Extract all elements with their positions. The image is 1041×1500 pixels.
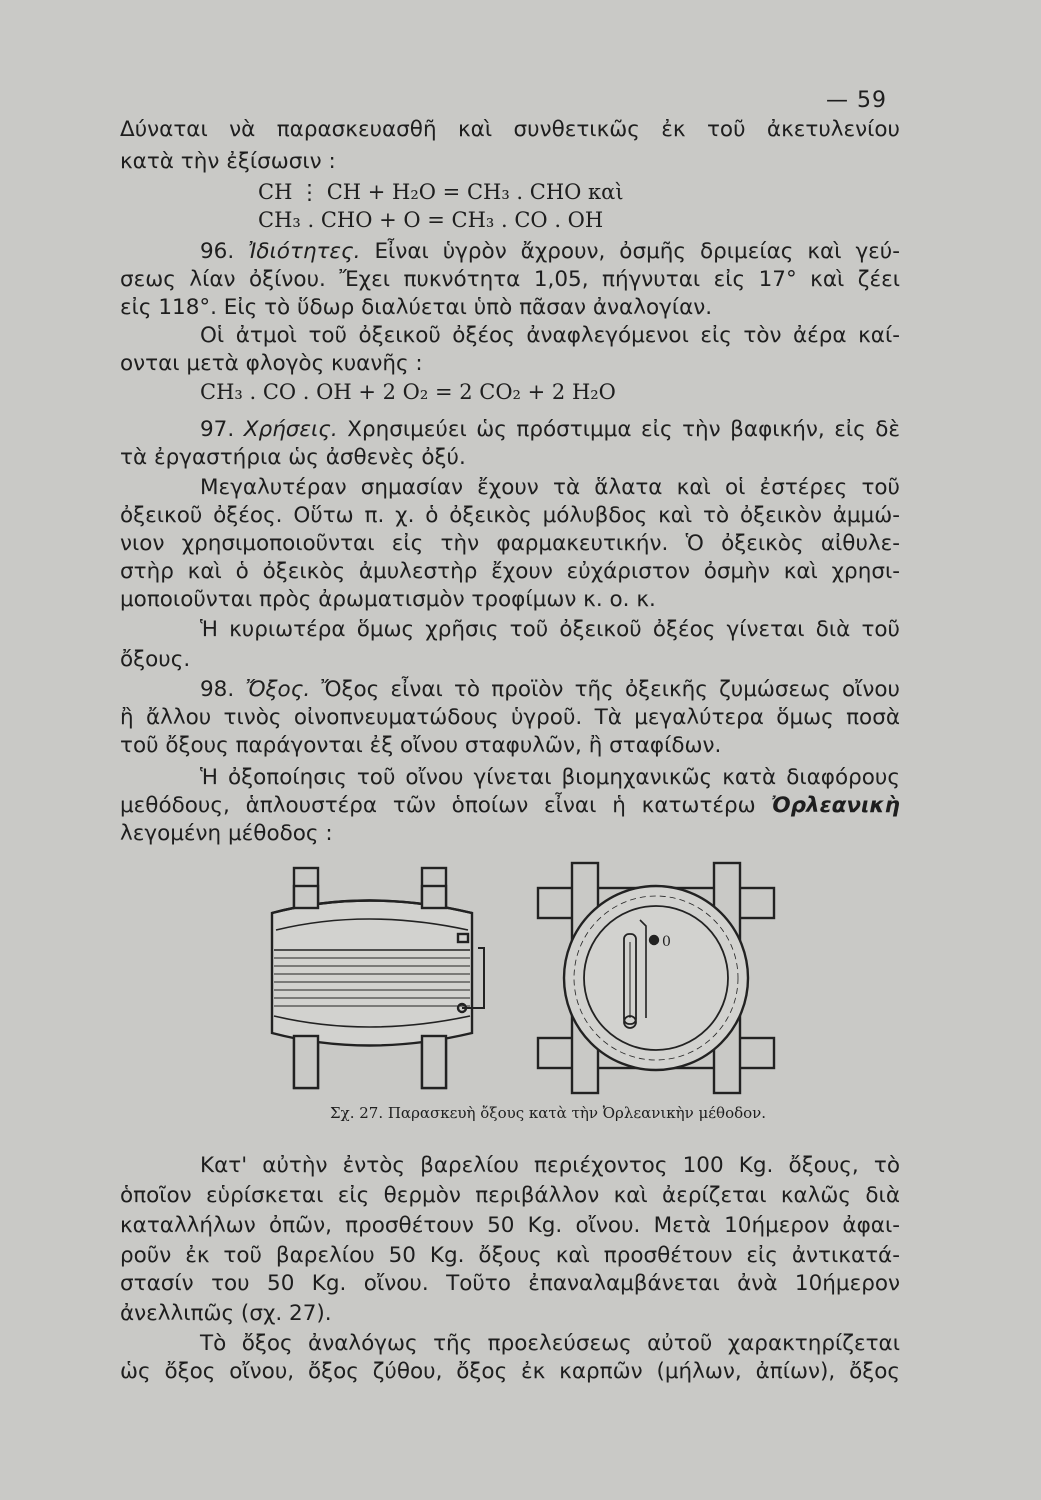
text-line: ροῦν ἐκ τοῦ βαρελίου 50 Kg. ὄξους καὶ προσθέτουν εἰς ἀντικατά-: [120, 1243, 900, 1268]
equation-line: CH ⋮ CH + H₂O = CH₃ . CHO καὶ: [258, 180, 624, 204]
figure-27-orleans-method: [262, 858, 802, 1098]
page-number: — 59: [826, 88, 887, 113]
barrel-drawing: [272, 868, 484, 1088]
section-text: Εἶναι ὑγρὸν ἄχρουν, ὀσμῆς δριμείας καὶ γεύ-: [360, 239, 900, 264]
text-line: Κατ' αὐτὴν ἐντὸς βαρελίου περιέχοντος 100 Kg. ὄξους, τὸ: [200, 1153, 900, 1178]
text-line: ἢ ἄλλου τινὸς οἰνοπνευματώδους ὑγροῦ. Τὰ μεγαλύτερα ὅμως ποσὰ: [120, 705, 900, 730]
text-line: ὡς ὄξος οἴνου, ὄξος ζύθου, ὄξος ἐκ καρπῶν (μήλων, ἀπίων), ὄξος: [120, 1359, 900, 1384]
text-line: στασίν του 50 Kg. οἴνου. Τοῦτο ἐπαναλαμβάνεται ἀνὰ 10ήμερον: [120, 1271, 900, 1296]
section-96-line: [200, 238, 900, 266]
barrel-end-drawing: [538, 863, 774, 1093]
section-number: 96.: [200, 239, 249, 264]
method-name: Ὀρλεανικὴ: [771, 793, 900, 818]
figure-caption: Σχ. 27. Παρασκευὴ ὄξους κατὰ τὴν Ὀρλεανικὴν μέθοδον.: [330, 1104, 767, 1122]
text-line: σεως λίαν ὀξίνου. Ἔχει πυκνότητα 1,05, πήγνυται εἰς 17° καὶ ζέει: [120, 267, 900, 292]
text-line: [120, 792, 900, 820]
text-line: ὀξεικοῦ ὀξέος. Οὕτω π. χ. ὁ ὀξεικὸς μόλυβδος καὶ τὸ ὀξεικὸν ἀμμώ-: [120, 503, 900, 528]
text-line: μοποιοῦνται πρὸς ἀρωματισμὸν τροφίμων κ. ο. κ.: [120, 587, 656, 612]
text-line: κατὰ τὴν ἐξίσωσιν :: [120, 149, 336, 174]
section-text: Ὄξος εἶναι τὸ προϊὸν τῆς ὀξεικῆς ζυμώσεως οἴνου: [310, 677, 900, 702]
section-heading: Χρήσεις.: [243, 417, 338, 442]
text-line: ἀνελλιπῶς (σχ. 27).: [120, 1301, 332, 1326]
text-line: Μεγαλυτέραν σημασίαν ἔχουν τὰ ἅλατα καὶ οἱ ἐστέρες τοῦ: [200, 475, 900, 500]
section-heading: Ἰδιότητες.: [248, 239, 361, 264]
text-line: στὴρ καὶ ὁ ὀξεικὸς ἀμυλεστὴρ ἔχουν εὐχάριστον ὀσμὴν καὶ χρησι-: [120, 559, 900, 584]
section-98-line: [200, 676, 900, 704]
equation-line: CH₃ . CO . OH + 2 O₂ = 2 CO₂ + 2 H₂O: [200, 380, 616, 404]
section-text: Χρησιμεύει ὡς πρόστιμμα εἰς τὴν βαφικήν, εἰς δὲ: [337, 417, 900, 442]
section-number: 98.: [200, 677, 246, 702]
text-line: Δύναται νὰ παρασκευασθῆ καὶ συνθετικῶς ἐκ τοῦ ἀκετυλενίου: [120, 117, 900, 142]
text-line: ὄξους.: [120, 647, 191, 672]
text-line: εἰς 118°. Εἰς τὸ ὕδωρ διαλύεται ὑπὸ πᾶσαν ἀναλογίαν.: [120, 295, 713, 320]
text-line: Οἱ ἀτμοὶ τοῦ ὀξεικοῦ ὀξέος ἀναφλεγόμενοι εἰς τὸν ἀέρα καί-: [200, 323, 900, 348]
text-line: ονται μετὰ φλογὸς κυανῆς :: [120, 351, 423, 376]
thermometer-mark: 0: [662, 934, 671, 950]
equation-line: CH₃ . CHO + O = CH₃ . CO . OH: [258, 208, 604, 232]
text-line: Ἡ ὀξοποίησις τοῦ οἴνου γίνεται βιομηχανικῶς κατὰ διαφόρους: [200, 765, 900, 790]
text-line: τὰ ἐργαστήρια ὡς ἀσθενὲς ὀξύ.: [120, 445, 466, 470]
section-97-line: [200, 416, 900, 444]
text-line: καταλλήλων ὀπῶν, προσθέτουν 50 Kg. οἴνου. Μετὰ 10ήμερον ἀφαι-: [120, 1213, 900, 1238]
text-line: λεγομένη μέθοδος :: [120, 821, 333, 846]
text-line: Ἡ κυριωτέρα ὅμως χρῆσις τοῦ ὀξεικοῦ ὀξέος γίνεται διὰ τοῦ: [200, 617, 900, 642]
text-line-body: μεθόδους, ἁπλουστέρα τῶν ὁποίων εἶναι ἡ κατωτέρω: [120, 793, 772, 818]
section-heading: Ὄξος.: [245, 677, 311, 702]
text-line: νιον χρησιμοποιοῦνται εἰς τὴν φαρμακευτικήν. Ὁ ὀξεικὸς αἰθυλε-: [120, 531, 900, 556]
text-line: τοῦ ὄξους παράγονται ἐξ οἴνου σταφυλῶν, ἢ σταφίδων.: [120, 733, 722, 758]
text-line: ὁποῖον εὑρίσκεται εἰς θερμὸν περιβάλλον καὶ ἀερίζεται καλῶς διὰ: [120, 1183, 900, 1208]
text-line: Τὸ ὄξος ἀναλόγως τῆς προελεύσεως αὐτοῦ χαρακτηρίζεται: [200, 1331, 900, 1356]
section-number: 97.: [200, 417, 244, 442]
